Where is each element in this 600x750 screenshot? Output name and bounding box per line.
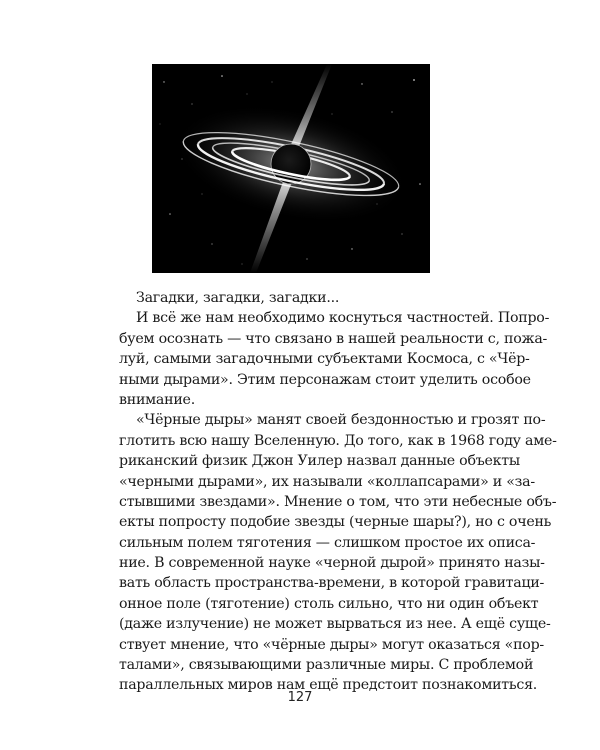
body-text [119, 288, 557, 696]
text-line: ние. В современной науке «черной дырой» принято назы- [119, 555, 545, 572]
text-line: внимание. [119, 391, 195, 408]
text-line: стывшими звездами». Мнение о том, что эти небесные объ- [119, 493, 557, 510]
text-line: «черными дырами», их называли «коллапсарами» и «за- [119, 473, 535, 490]
text-line: параллельных миров нам ещё предстоит познакомиться. [119, 677, 538, 694]
text-line: луй, самыми загадочными субъектами Космоса, с «Чёр- [119, 351, 530, 368]
page-number: 127 [287, 690, 313, 705]
text-line: «Чёрные дыры» манят своей бездонностью и грозят по- [136, 412, 546, 429]
text-line: глотить всю нашу Вселенную. До того, как в 1968 году аме- [119, 432, 557, 449]
text-line: онное поле (тяготение) столь сильно, что ни один объект [119, 595, 539, 612]
text-line: вать область пространства-времени, в которой гравитаци- [119, 575, 545, 592]
text-line: (даже излучение) не может вырваться из нее. А ещё суще- [119, 616, 551, 633]
text-line: И всё же нам необходимо коснуться частностей. Попро- [136, 310, 550, 327]
text-line: талами», связывающими различные миры. С проблемой [119, 657, 534, 674]
black-hole-illustration [152, 64, 430, 273]
text-line: ными дырами». Этим персонажам стоит уделить особое [119, 371, 531, 388]
text-line: буем осознать — что связано в нашей реальности с, пожа- [119, 330, 548, 347]
text-line: сильным полем тяготения — слишком простое их описа- [119, 534, 536, 551]
text-line: Загадки, загадки, загадки... [136, 290, 340, 306]
text-line: риканский физик Джон Уилер назвал данные объекты [119, 453, 520, 470]
text-line: ствует мнение, что «чёрные дыры» могут оказаться «пор- [119, 636, 544, 653]
text-line: екты попросту подобие звезды (черные шары?), но с очень [119, 514, 552, 531]
